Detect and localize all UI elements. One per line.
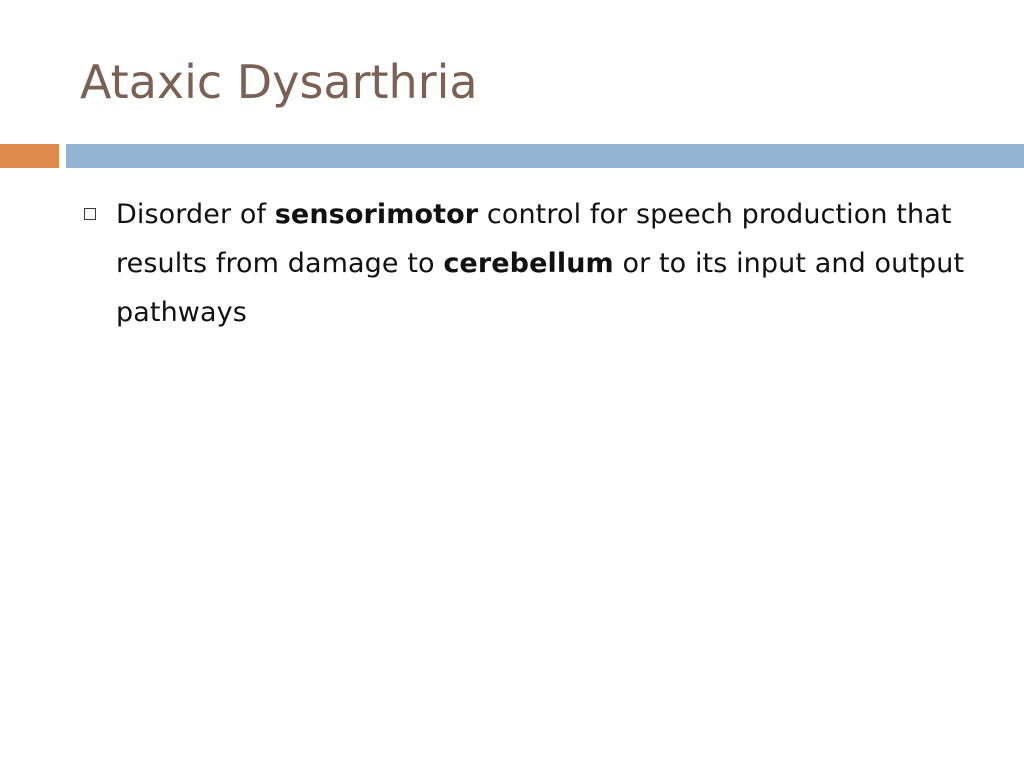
- bullet-text: [116, 190, 966, 337]
- bullet-text-segment: control for speech production that results from damage to: [116, 199, 952, 279]
- bullet-list: [80, 190, 980, 337]
- bullet-text-segment: or to its input and output pathways: [116, 248, 965, 328]
- bullet-item: [80, 190, 980, 337]
- slide-title: Ataxic Dysarthria: [80, 55, 478, 109]
- accent-bar-orange: [0, 144, 59, 168]
- hollow-square-bullet-icon: [84, 208, 96, 220]
- bullet-text-segment: Disorder of: [116, 199, 275, 230]
- bold-term-sensorimotor: sensorimotor: [274, 199, 479, 230]
- accent-bar-blue: [66, 144, 1024, 168]
- bold-term-cerebellum: cerebellum: [443, 248, 614, 279]
